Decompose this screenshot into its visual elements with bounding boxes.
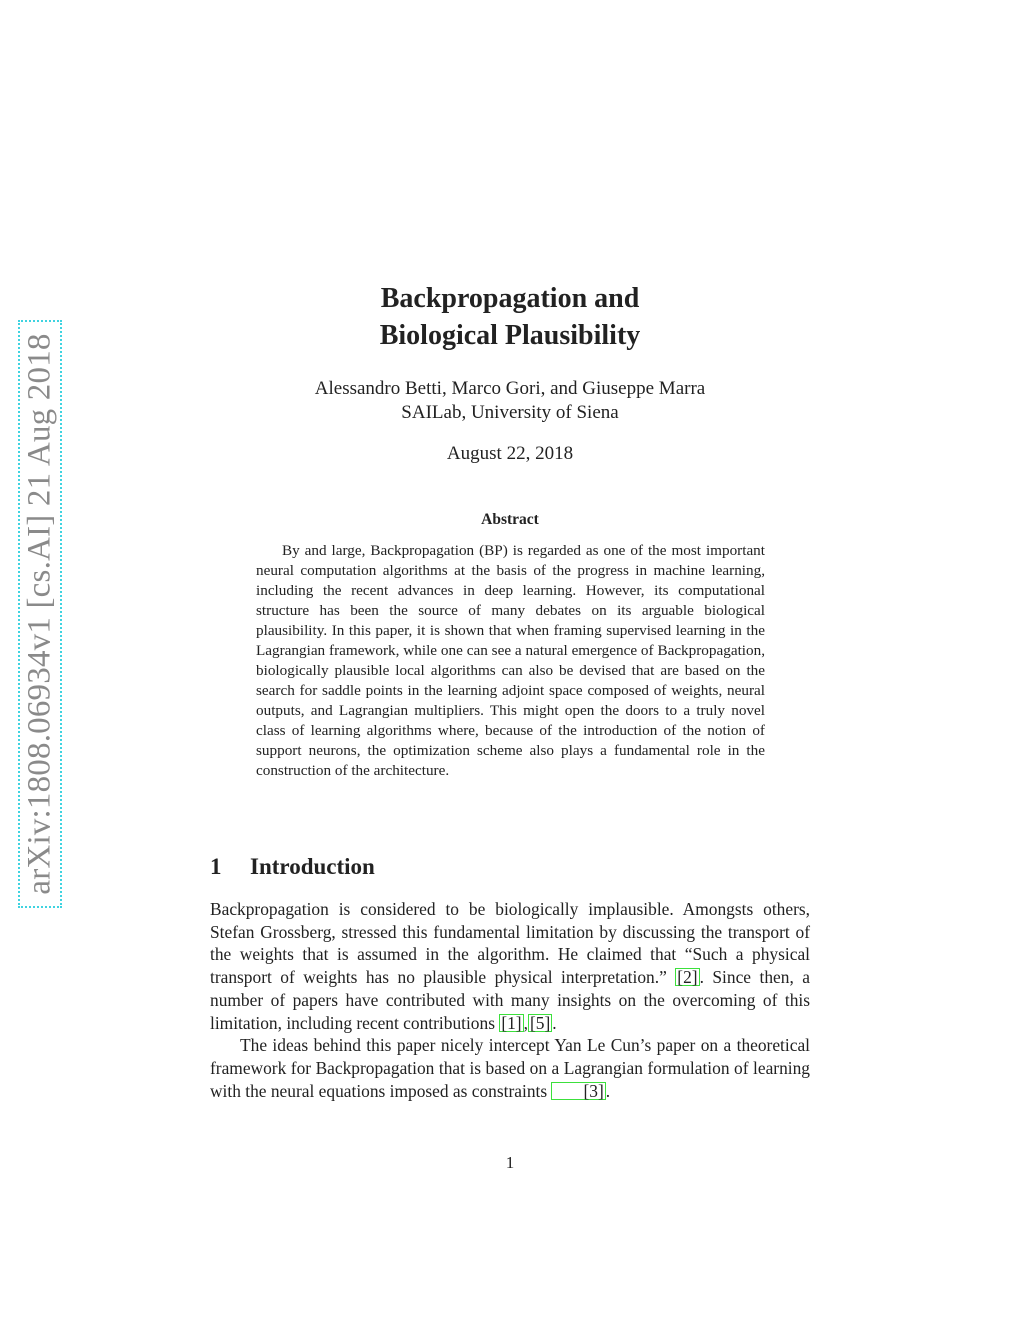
page-number: 1: [505, 1153, 515, 1172]
citation-link[interactable]: [1]: [501, 1012, 522, 1033]
affiliation: SAILab, University of Siena: [401, 402, 619, 423]
publication-date: August 22, 2018: [446, 443, 574, 464]
paragraph-1-text-b: . Since then, a number of papers have contributed with many insights on the overcoming of this limitation, including recent contributions: [210, 967, 810, 1033]
paper-title-line-1: Backpropagation and: [380, 283, 640, 314]
abstract-body: By and large, Backpropagation (BP) is regarded as one of the most important neural computation algorithms at the basis of the progress in machine learning, including the recent advances in deep learning. However, its computational structure has been the source of many debates on its arguable biological plausibility. In this paper, it is shown that when framing supervised learning in the Lagrangian framework, while one can see a natural emergence of Backpropagation, biologically plausible local algorithms can also be devised that are based on the search for saddle points in the learning adjoint space composed of weights, neural outputs, and Lagrangian multipliers. This might open the doors to a truly novel class of learning algorithms where, because of the introduction of the notion of support neurons, the optimization scheme also plays a fundamental role in the construction of the architecture.: [256, 542, 765, 779]
introduction-body: [210, 898, 810, 1102]
abstract-heading: Abstract: [481, 511, 539, 528]
arxiv-stamp[interactable]: [18, 320, 62, 908]
paragraph-1-text-d: .: [552, 1012, 557, 1033]
paper-title-line-2: Biological Plausibility: [379, 320, 641, 351]
section-title: Introduction: [250, 854, 375, 879]
paragraph-1: [210, 898, 810, 1034]
citation-link[interactable]: [3]: [551, 1082, 605, 1100]
paragraph-1-text-c: ,: [523, 1012, 528, 1033]
paragraph-2: [210, 1034, 810, 1102]
section-heading-introduction: [210, 852, 375, 882]
citation-link[interactable]: [2]: [677, 967, 698, 988]
arxiv-stamp-text: arXiv:1808.06934v1 [cs.AI] 21 Aug 2018: [21, 333, 58, 895]
citation-link[interactable]: [5]: [529, 1012, 551, 1033]
paragraph-2-text-a: The ideas behind this paper nicely intercept Yan Le Cun’s paper on a theoretical framework for Backpropagation that is based on a Lagrangian formulation of learning with the neural equations imposed as constraints: [210, 1035, 810, 1101]
paragraph-1-text-a: Backpropagation is considered to be biologically implausible. Amongsts others, Stefan Grossberg, stressed this fundamental limitation by discussing the transport of the weights that is assumed in the algorithm. He claimed that “Such a physical transport of weights has no plausible physical interpretation.”: [210, 899, 810, 988]
section-number: 1: [210, 854, 222, 879]
author-block: [210, 377, 810, 425]
paper-title: [210, 280, 810, 354]
paragraph-2-text-b: .: [605, 1080, 611, 1101]
authors: Alessandro Betti, Marco Gori, and Giuseppe Marra: [314, 378, 706, 399]
